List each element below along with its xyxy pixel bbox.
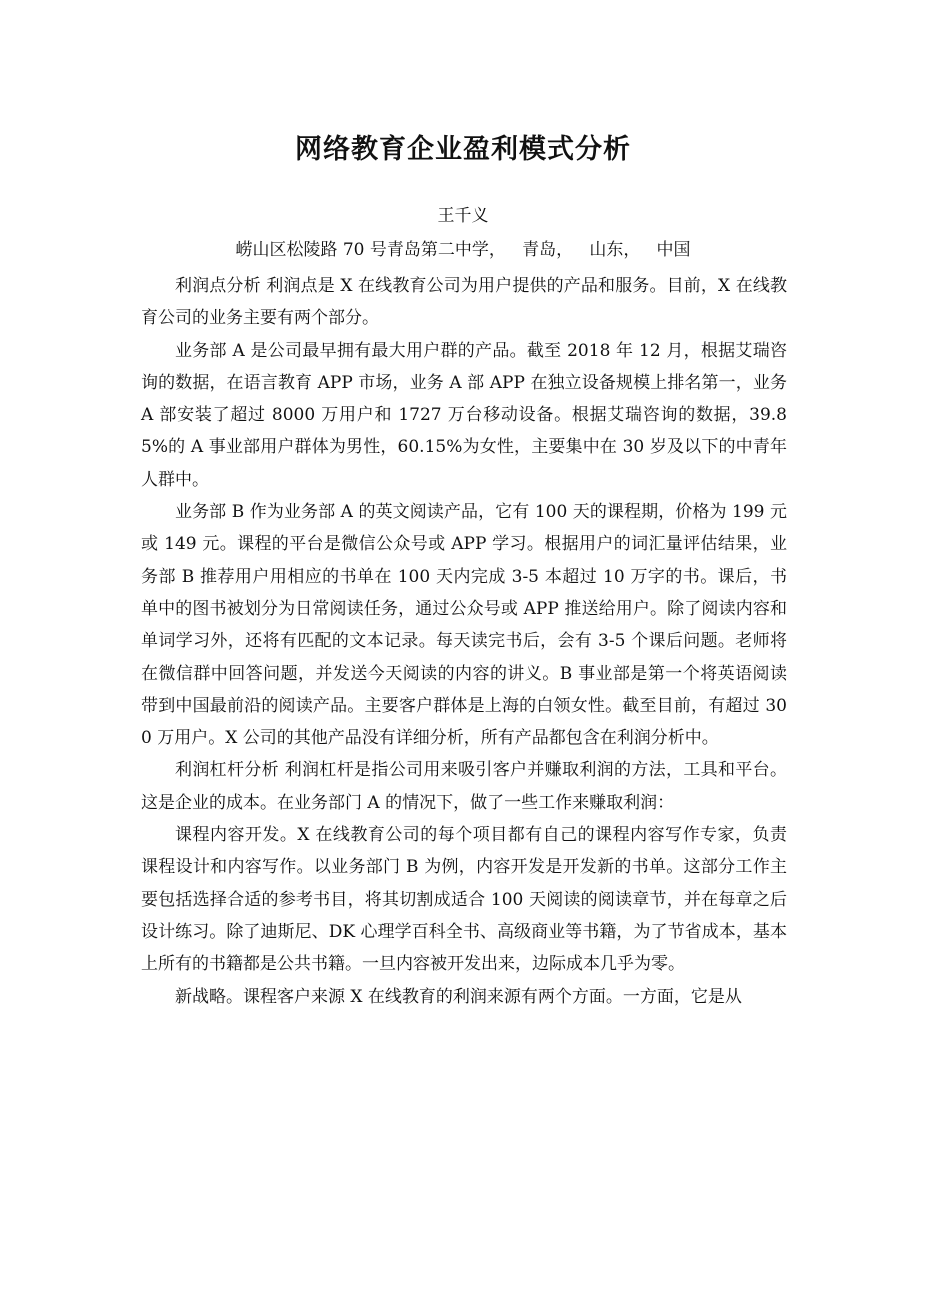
author-name: 王千义 — [437, 206, 489, 226]
paper-title: 网络教育企业盈利模式分析 — [295, 134, 631, 165]
author-affiliation: 崂山区松陵路 70 号青岛第二中学， 青岛， 山东， 中国 — [235, 240, 691, 260]
paragraph: 业务部 B 作为业务部 A 的英文阅读产品，它有 100 天的课程期，价格为 199 元或 149 元。课程的平台是微信公众号或 APP 学习。根据用户的词汇量评估结果，业务部 B 推荐用户用相应的书单在 100 天内完成 3-5 本超过 10 万字的书。课后，书单中的图书被划分为日常阅读任务，通过公众号或 APP 推送给用户。除了阅读内容和单词学习外，还将有匹配的文本记录。每天读完书后，会有 3-5 个课后问题。老师将在微信群中回答问题，并发送今天阅读的内容的讲义。B 事业部是第一个将英语阅读带到中国最前沿的阅读产品。主要客户群体是上海的白领女性。截至目前，有超过 300 万用户。X 公司的其他产品没有详细分析，所有产品都包含在利润分析中。 — [141, 502, 787, 749]
paragraph: 新战略。课程客户来源 X 在线教育的利润来源有两个方面。一方面，它是从 — [175, 986, 742, 1007]
paragraph: 业务部 A 是公司最早拥有最大用户群的产品。截至 2018 年 12 月，根据艾瑞咨询的数据，在语言教育 APP 市场，业务 A 部 APP 在独立设备规模上排名第一，业务 A 部安装了超过 8000 万用户和 1727 万台移动设备。根据艾瑞咨询的数据，39.85%的 A 事业部用户群体为男性，60.15%为女性，主要集中在 30 岁及以下的中青年人群中。 — [141, 340, 787, 490]
paragraph: 课程内容开发。X 在线教育公司的每个项目都有自己的课程内容写作专家，负责课程设计和内容写作。以业务部门 B 为例，内容开发是开发新的书单。这部分工作主要包括选择合适的参考书目，将其切割成适合 100 天阅读的阅读章节，并在每章之后设计练习。除了迪斯尼、DK 心理学百科全书、高级商业等书籍，为了节省成本，基本上所有的书籍都是公共书籍。一旦内容被开发出来，边际成本几乎为零。 — [141, 825, 787, 975]
body-text — [141, 270, 787, 1013]
paragraph: 利润杠杆分析 利润杠杆是指公司用来吸引客户并赚取利润的方法，工具和平台。这是企业的成本。在业务部门 A 的情况下，做了一些工作来赚取利润： — [141, 760, 787, 813]
paragraph: 利润点分析 利润点是 X 在线教育公司为用户提供的产品和服务。目前，X 在线教育公司的业务主要有两个部分。 — [141, 276, 787, 329]
